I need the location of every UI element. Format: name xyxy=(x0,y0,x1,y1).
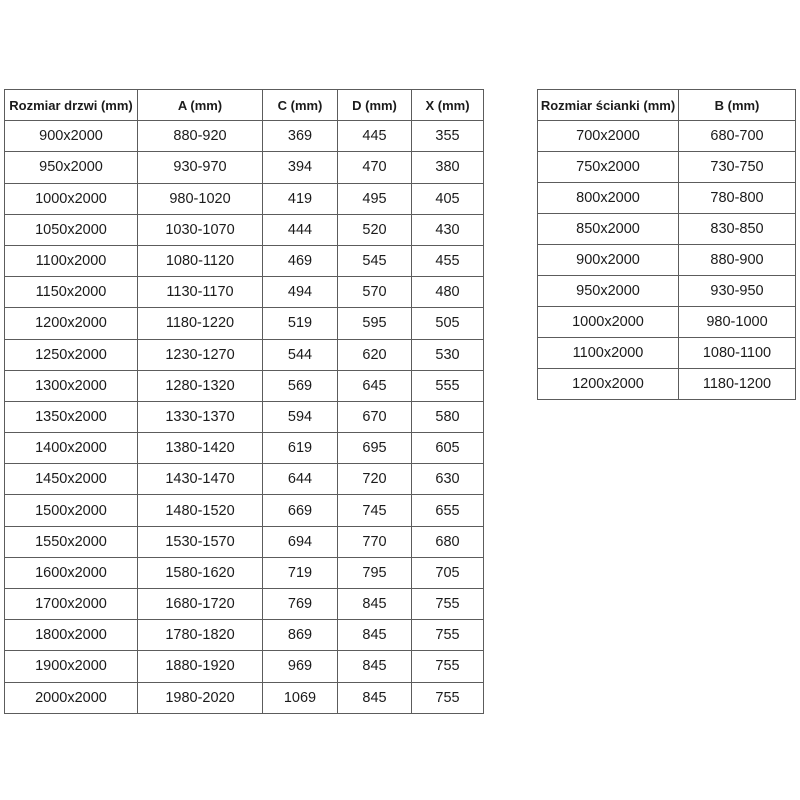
cell: 605 xyxy=(412,433,484,464)
cell: 630 xyxy=(412,464,484,495)
table-row xyxy=(5,433,484,464)
cell: 1550x2000 xyxy=(5,526,138,557)
table-row xyxy=(538,245,796,276)
table-row xyxy=(5,589,484,620)
cell: 1080-1120 xyxy=(138,245,263,276)
cell: 530 xyxy=(412,339,484,370)
table-row xyxy=(5,214,484,245)
cell: 755 xyxy=(412,651,484,682)
cell: 880-920 xyxy=(138,121,263,152)
cell: 405 xyxy=(412,183,484,214)
column-header: D (mm) xyxy=(338,90,412,121)
cell: 645 xyxy=(338,370,412,401)
cell: 1280-1320 xyxy=(138,370,263,401)
table-row xyxy=(5,651,484,682)
cell: 1500x2000 xyxy=(5,495,138,526)
cell: 980-1020 xyxy=(138,183,263,214)
cell: 1130-1170 xyxy=(138,277,263,308)
cell: 1430-1470 xyxy=(138,464,263,495)
cell: 755 xyxy=(412,589,484,620)
cell: 1700x2000 xyxy=(5,589,138,620)
cell: 644 xyxy=(263,464,338,495)
table-row xyxy=(5,557,484,588)
column-header: A (mm) xyxy=(138,90,263,121)
cell: 969 xyxy=(263,651,338,682)
table-row xyxy=(5,620,484,651)
cell: 769 xyxy=(263,589,338,620)
table-row xyxy=(5,370,484,401)
cell: 1000x2000 xyxy=(5,183,138,214)
cell: 869 xyxy=(263,620,338,651)
table-row xyxy=(538,338,796,369)
cell: 1069 xyxy=(263,682,338,713)
cell: 544 xyxy=(263,339,338,370)
cell: 800x2000 xyxy=(538,183,679,214)
cell: 519 xyxy=(263,308,338,339)
cell: 669 xyxy=(263,495,338,526)
cell: 1150x2000 xyxy=(5,277,138,308)
cell: 1180-1200 xyxy=(679,369,796,400)
cell: 1000x2000 xyxy=(538,307,679,338)
cell: 770 xyxy=(338,526,412,557)
door-size-table xyxy=(4,89,484,714)
cell: 1200x2000 xyxy=(5,308,138,339)
cell: 680 xyxy=(412,526,484,557)
cell: 505 xyxy=(412,308,484,339)
cell: 1480-1520 xyxy=(138,495,263,526)
cell: 1350x2000 xyxy=(5,401,138,432)
cell: 1400x2000 xyxy=(5,433,138,464)
cell: 1080-1100 xyxy=(679,338,796,369)
cell: 1200x2000 xyxy=(538,369,679,400)
cell: 580 xyxy=(412,401,484,432)
table-row xyxy=(5,183,484,214)
cell: 719 xyxy=(263,557,338,588)
cell: 930-970 xyxy=(138,152,263,183)
cell: 1450x2000 xyxy=(5,464,138,495)
cell: 594 xyxy=(263,401,338,432)
wall-size-table xyxy=(537,89,796,400)
cell: 850x2000 xyxy=(538,214,679,245)
cell: 795 xyxy=(338,557,412,588)
cell: 750x2000 xyxy=(538,152,679,183)
column-header: X (mm) xyxy=(412,90,484,121)
table-row xyxy=(5,308,484,339)
cell: 394 xyxy=(263,152,338,183)
table-row xyxy=(538,276,796,307)
cell: 555 xyxy=(412,370,484,401)
table-row xyxy=(5,682,484,713)
table-row xyxy=(5,121,484,152)
table-row xyxy=(5,245,484,276)
cell: 830-850 xyxy=(679,214,796,245)
cell: 670 xyxy=(338,401,412,432)
table-row xyxy=(5,277,484,308)
cell: 720 xyxy=(338,464,412,495)
cell: 1900x2000 xyxy=(5,651,138,682)
cell: 1800x2000 xyxy=(5,620,138,651)
cell: 1880-1920 xyxy=(138,651,263,682)
cell: 1030-1070 xyxy=(138,214,263,245)
cell: 1230-1270 xyxy=(138,339,263,370)
cell: 755 xyxy=(412,682,484,713)
cell: 694 xyxy=(263,526,338,557)
cell: 700x2000 xyxy=(538,121,679,152)
cell: 480 xyxy=(412,277,484,308)
cell: 845 xyxy=(338,682,412,713)
cell: 470 xyxy=(338,152,412,183)
cell: 419 xyxy=(263,183,338,214)
cell: 2000x2000 xyxy=(5,682,138,713)
cell: 1300x2000 xyxy=(5,370,138,401)
cell: 1780-1820 xyxy=(138,620,263,651)
table-row xyxy=(5,401,484,432)
cell: 545 xyxy=(338,245,412,276)
cell: 950x2000 xyxy=(5,152,138,183)
cell: 495 xyxy=(338,183,412,214)
cell: 520 xyxy=(338,214,412,245)
cell: 980-1000 xyxy=(679,307,796,338)
cell: 430 xyxy=(412,214,484,245)
table-row xyxy=(538,369,796,400)
cell: 1980-2020 xyxy=(138,682,263,713)
table-row xyxy=(5,526,484,557)
cell: 1180-1220 xyxy=(138,308,263,339)
cell: 745 xyxy=(338,495,412,526)
cell: 1380-1420 xyxy=(138,433,263,464)
table-row xyxy=(538,214,796,245)
cell: 655 xyxy=(412,495,484,526)
cell: 455 xyxy=(412,245,484,276)
cell: 1530-1570 xyxy=(138,526,263,557)
cell: 569 xyxy=(263,370,338,401)
table-row xyxy=(538,152,796,183)
cell: 950x2000 xyxy=(538,276,679,307)
cell: 444 xyxy=(263,214,338,245)
table-row xyxy=(538,183,796,214)
cell: 900x2000 xyxy=(5,121,138,152)
cell: 1680-1720 xyxy=(138,589,263,620)
cell: 880-900 xyxy=(679,245,796,276)
cell: 930-950 xyxy=(679,276,796,307)
cell: 369 xyxy=(263,121,338,152)
cell: 1330-1370 xyxy=(138,401,263,432)
cell: 1100x2000 xyxy=(538,338,679,369)
column-header: Rozmiar drzwi (mm) xyxy=(5,90,138,121)
cell: 755 xyxy=(412,620,484,651)
column-header: Rozmiar ścianki (mm) xyxy=(538,90,679,121)
cell: 494 xyxy=(263,277,338,308)
cell: 380 xyxy=(412,152,484,183)
table-row xyxy=(5,464,484,495)
cell: 705 xyxy=(412,557,484,588)
table-row xyxy=(5,152,484,183)
cell: 900x2000 xyxy=(538,245,679,276)
table-row xyxy=(538,121,796,152)
column-header: B (mm) xyxy=(679,90,796,121)
table-row xyxy=(5,495,484,526)
cell: 780-800 xyxy=(679,183,796,214)
cell: 620 xyxy=(338,339,412,370)
cell: 469 xyxy=(263,245,338,276)
column-header: C (mm) xyxy=(263,90,338,121)
cell: 619 xyxy=(263,433,338,464)
cell: 1100x2000 xyxy=(5,245,138,276)
header-row xyxy=(5,90,484,121)
header-row xyxy=(538,90,796,121)
cell: 1250x2000 xyxy=(5,339,138,370)
cell: 680-700 xyxy=(679,121,796,152)
cell: 730-750 xyxy=(679,152,796,183)
cell: 445 xyxy=(338,121,412,152)
cell: 595 xyxy=(338,308,412,339)
cell: 695 xyxy=(338,433,412,464)
cell: 845 xyxy=(338,620,412,651)
cell: 1600x2000 xyxy=(5,557,138,588)
cell: 1580-1620 xyxy=(138,557,263,588)
table-row xyxy=(5,339,484,370)
cell: 845 xyxy=(338,651,412,682)
table-row xyxy=(538,307,796,338)
cell: 1050x2000 xyxy=(5,214,138,245)
cell: 570 xyxy=(338,277,412,308)
cell: 355 xyxy=(412,121,484,152)
cell: 845 xyxy=(338,589,412,620)
